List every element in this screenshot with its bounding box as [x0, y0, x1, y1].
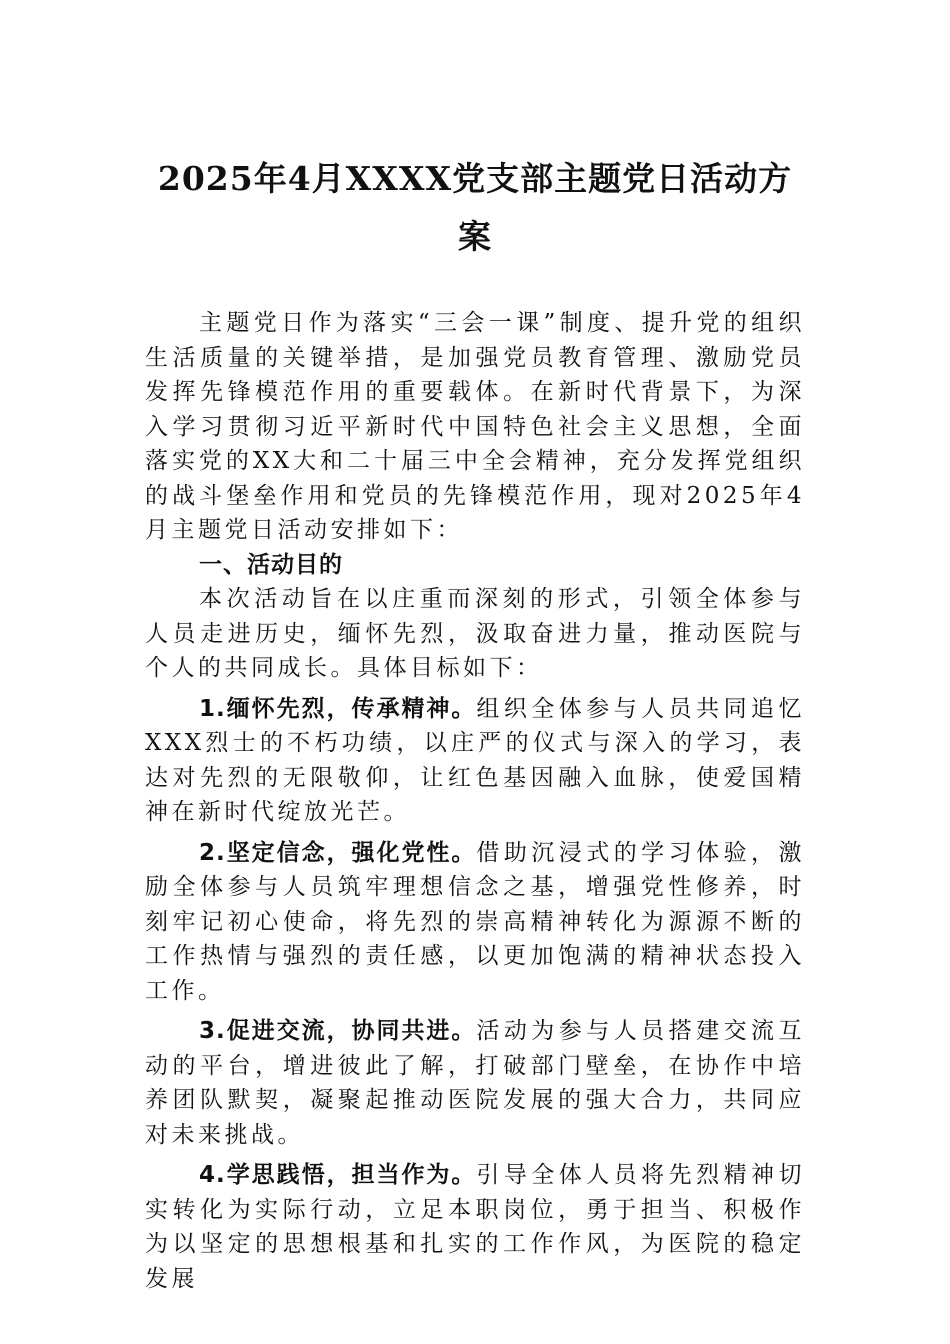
goal-text-3: 活动为参与人员搭建交流互动的平台，增进彼此了解，打破部门壁垒，在协作中培养团队默契，凝聚起推动医院发展的强大合力，共同应对未来挑战。 [145, 1018, 806, 1148]
goal-lead-1: 1.缅怀先烈，传承精神。 [199, 695, 477, 722]
goal-lead-2: 2.坚定信念，强化党性。 [199, 839, 477, 866]
goal-item-3 [145, 1014, 805, 1152]
goal-item-1 [145, 692, 805, 830]
goal-text-1: 组织全体参与人员共同追忆XXX烈士的不朽功绩，以庄严的仪式与深入的学习，表达对先烈的无限敬仰，让红色基因融入血脉，使爱国精神在新时代绽放光芒。 [145, 695, 806, 825]
goal-text-4: 引导全体人员将先烈精神切实转化为实际行动，立足本职岗位，勇于担当、积极作为以坚定的思想根基和扎实的工作作风，为医院的稳定发展 [145, 1162, 806, 1292]
goal-item-2 [145, 836, 805, 1009]
document-title: 2025年4月XXXX党支部主题党日活动方案 [157, 159, 793, 256]
document-page [145, 150, 805, 1296]
goal-text-2: 借助沉浸式的学习体验，激励全体参与人员筑牢理想信念之基，增强党性修养，时刻牢记初心使命，将先烈的崇高精神转化为源源不断的工作热情与强烈的责任感，以更加饱满的精神状态投入工作。 [145, 839, 806, 1004]
section-intro-paragraph: 本次活动旨在以庄重而深刻的形式，引领全体参与人员走进历史，缅怀先烈，汲取奋进力量，推动医院与个人的共同成长。具体目标如下： [145, 586, 805, 681]
goal-lead-3: 3.促进交流，协同共进。 [199, 1018, 477, 1044]
intro-paragraph: 主题党日作为落实“三会一课”制度、提升党的组织生活质量的关键举措，是加强党员教育管理、激励党员发挥先锋模范作用的重要载体。在新时代背景下，为深入学习贯彻习近平新时代中国特色社会主义思想，全面落实党的XX大和二十届三中全会精神，充分发挥党组织的战斗堡垒作用和党员的先锋模范作用，现对2025年4月主题党日活动安排如下： [145, 310, 805, 543]
section-heading-purpose: 一、活动目的 [199, 551, 343, 578]
goal-item-4 [145, 1158, 805, 1296]
goal-lead-4: 4.学思践悟，担当作为。 [199, 1162, 477, 1188]
